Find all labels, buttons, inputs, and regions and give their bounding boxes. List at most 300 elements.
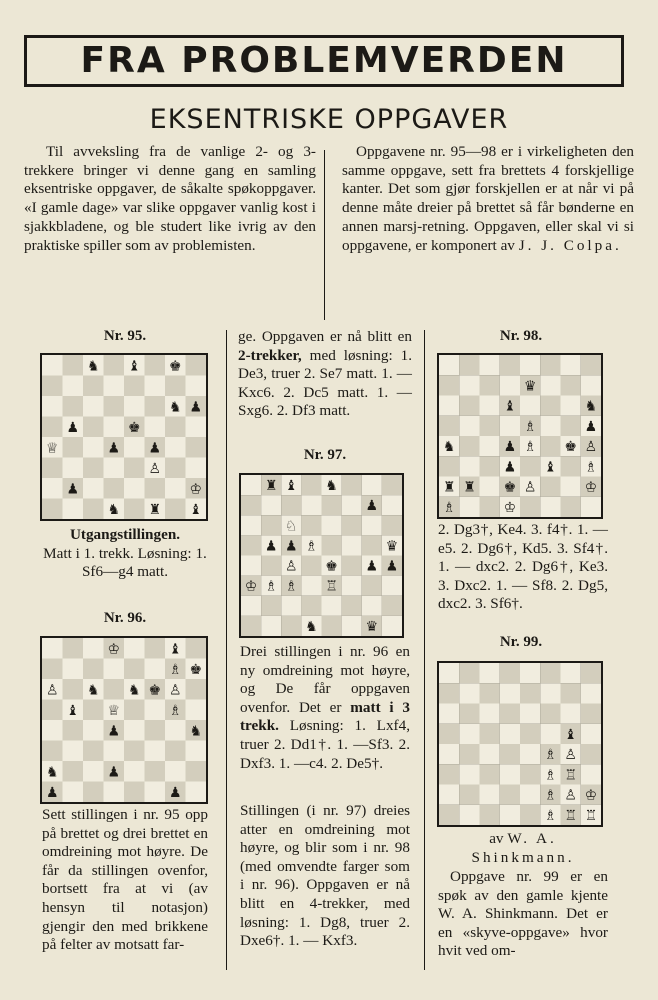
board-square: [124, 638, 145, 659]
board-square: [500, 416, 520, 436]
board-square: [581, 683, 601, 703]
board-square: [261, 495, 281, 515]
white-rook-piece: ♖: [564, 807, 577, 824]
board-square: [301, 475, 321, 495]
board-square: [63, 679, 84, 700]
white-knight-piece: ♘: [285, 518, 298, 535]
board-square: [362, 576, 382, 596]
white-bishop-piece: ♗: [544, 767, 557, 784]
chess-board-96: [40, 636, 208, 804]
problem-98-text: 2. Dg3†, Ke4. 3. f4†. 1. — e5. 2. Dg6†, Kd5. 3. Sf4†. 1. — dxc2. 2. Dg6†, Ke3. 3. Dxc2. 1. — Sf8. 2. Dg5, dxc2. 3. Sf6†.: [438, 521, 608, 613]
chess-board-95: [40, 353, 208, 521]
board-square: [480, 805, 500, 825]
intro-right: [342, 143, 634, 255]
board-square: [104, 478, 125, 499]
board-square: [362, 596, 382, 616]
problem-95-caption: [34, 526, 216, 582]
column-divider-1: [226, 330, 227, 970]
board-square: [480, 497, 500, 517]
board-square: [186, 458, 207, 479]
black-queen-piece: ♛: [523, 378, 537, 395]
board-square: [145, 478, 166, 499]
board-square: [540, 396, 560, 416]
board-square: [500, 785, 520, 805]
board-square: [342, 495, 362, 515]
board-square: [165, 437, 186, 458]
chess-board-svg: [241, 475, 402, 636]
intro-left-text: Til avveksling fra de vanlige 2- og 3-trekkere bringer vi denne gang en samling eksentriske oppgaver, de såkalte spøkoppgaver. «I gamle dage» var slike oppgaver vanlig kost i sjakkbladene, og ble studert like ivrig av den praktiske spiller som av problemisten.: [24, 143, 316, 254]
board-square: [145, 417, 166, 438]
black-king-piece: ♚: [127, 419, 141, 436]
board-square: [581, 764, 601, 784]
board-square: [42, 376, 63, 397]
board-square: [83, 638, 104, 659]
board-square: [322, 616, 342, 636]
board-square: [42, 458, 63, 479]
board-square: [124, 499, 145, 520]
white-bishop-piece: ♗: [544, 807, 557, 824]
board-square: [104, 659, 125, 680]
board-square: [322, 495, 342, 515]
board-square: [145, 782, 166, 803]
board-square: [241, 556, 261, 576]
board-square: [165, 720, 186, 741]
board-square: [186, 761, 207, 782]
chess-board-98: [437, 353, 603, 519]
board-square: [459, 785, 479, 805]
board-square: [342, 475, 362, 495]
board-square: [439, 724, 459, 744]
board-square: [124, 761, 145, 782]
board-square: [83, 782, 104, 803]
black-rook-piece: ♜: [442, 479, 456, 496]
white-pawn-piece: ♙: [148, 460, 162, 477]
black-knight-piece: ♞: [584, 398, 598, 415]
board-square: [520, 724, 540, 744]
board-square: [42, 720, 63, 741]
board-square: [63, 458, 84, 479]
board-square: [382, 596, 402, 616]
problem-95-label: Nr. 95.: [103, 328, 147, 344]
black-bishop-piece: ♝: [544, 459, 557, 476]
white-pawn-piece: ♙: [285, 558, 298, 575]
intro-left: [24, 143, 316, 255]
board-square: [459, 396, 479, 416]
board-square: [124, 741, 145, 762]
intro-right-body: Oppgavene nr. 95—98 er i virkeligheten den samme oppgave, sett fra brettets 4 forskjellige kanter. Det som gjør forskjellen er at når vi på denne måte dreier på brettet så får bønderne en annen marsj-retning. Oppgaven, eller skal vi si oppgavene, er komponert av: [342, 143, 634, 254]
white-pawn-piece: ♙: [45, 682, 59, 699]
problem-97-text: [240, 643, 410, 773]
board-square: [322, 515, 342, 535]
white-king-piece: ♔: [107, 641, 121, 658]
black-pawn-piece: ♟: [107, 440, 121, 457]
board-square: [500, 683, 520, 703]
board-square: [500, 355, 520, 375]
board-square: [362, 535, 382, 555]
board-square: [439, 416, 459, 436]
board-square: [83, 396, 104, 417]
board-square: [342, 596, 362, 616]
board-square: [439, 663, 459, 683]
white-king-piece: ♔: [244, 578, 258, 595]
board-square: [145, 638, 166, 659]
col2-top-b: med løsning: 1. De3, truer 2. Se7 matt. 1. — Kxc6. 2. Dc5 matt. 1. — Sxg6. 2. Df3 matt.: [238, 346, 412, 420]
white-queen-piece: ♕: [107, 702, 121, 719]
masthead-box: [24, 35, 624, 87]
board-square: [42, 417, 63, 438]
board-square: [165, 458, 186, 479]
board-square: [104, 782, 125, 803]
white-rook-piece: ♖: [325, 578, 338, 595]
board-square: [439, 805, 459, 825]
board-square: [104, 396, 125, 417]
board-square: [581, 497, 601, 517]
p99-author-prefix: av: [489, 830, 508, 847]
board-square: [540, 375, 560, 395]
white-bishop-piece: ♗: [168, 661, 182, 678]
intro-divider: [324, 150, 325, 320]
black-king-piece: ♚: [564, 439, 577, 456]
black-king-piece: ♚: [148, 682, 162, 699]
black-pawn-piece: ♟: [45, 784, 59, 801]
board-square: [459, 663, 479, 683]
problem-99-author-line: [438, 830, 608, 867]
white-bishop-piece: ♗: [442, 499, 456, 516]
board-square: [186, 638, 207, 659]
board-square: [186, 741, 207, 762]
board-square: [261, 556, 281, 576]
white-rook-piece: ♖: [584, 807, 598, 824]
board-square: [561, 497, 581, 517]
problem-96-label: Nr. 96.: [103, 610, 147, 626]
problem-99-label: Nr. 99.: [499, 634, 543, 650]
board-square: [459, 497, 479, 517]
board-square: [261, 616, 281, 636]
board-square: [165, 741, 186, 762]
board-square: [63, 720, 84, 741]
problem-98-intro-text: Stillingen (i nr. 97) dreies atter en omdreining mot høyre, og blir som i nr. 98 (med omvendte farger som i nr. 96). Oppgaven er nå blitt en 4-trekker, med løsning: 1. Dg8, truer 2. Dxe6†. 1. — Kxf3.: [240, 802, 410, 950]
black-pawn-piece: ♟: [264, 538, 278, 555]
board-square: [480, 416, 500, 436]
board-square: [301, 576, 321, 596]
white-bishop-piece: ♗: [544, 747, 557, 764]
board-square: [540, 704, 560, 724]
board-square: [42, 396, 63, 417]
board-square: [459, 805, 479, 825]
black-queen-piece: ♛: [385, 538, 399, 555]
black-pawn-piece: ♟: [66, 481, 80, 498]
chess-board-97: [239, 473, 404, 638]
board-square: [322, 535, 342, 555]
board-square: [342, 515, 362, 535]
board-square: [186, 437, 207, 458]
board-square: [42, 741, 63, 762]
board-square: [520, 497, 540, 517]
board-square: [83, 659, 104, 680]
p97-bold: matt i 3 trekk.: [240, 698, 410, 735]
board-square: [145, 396, 166, 417]
board-square: [480, 436, 500, 456]
black-pawn-piece: ♟: [107, 723, 121, 740]
board-square: [186, 355, 207, 376]
board-square: [42, 638, 63, 659]
black-pawn-piece: ♟: [584, 418, 598, 435]
board-square: [459, 724, 479, 744]
board-square: [42, 499, 63, 520]
intro-right-text: [342, 143, 634, 255]
board-square: [520, 683, 540, 703]
board-square: [145, 376, 166, 397]
board-square: [42, 700, 63, 721]
board-square: [63, 741, 84, 762]
p97-b: Løsning: 1. Lxf4, truer 2. Dd1†. 1. —Sf3. 2. Dxf3. 1. —c4. 2. De5†.: [240, 717, 410, 772]
col2-top-a: ge. Oppgaven er nå blitt en: [238, 328, 412, 345]
white-pawn-piece: ♙: [168, 682, 182, 699]
board-square: [520, 663, 540, 683]
board-square: [301, 495, 321, 515]
black-bishop-piece: ♝: [285, 478, 298, 495]
board-square: [561, 683, 581, 703]
problem-96-text: Sett stillingen i nr. 95 opp på brettet og drei brettet en omdreining mot høyre. De får da stillingen ovenfor, bortsett fra at vi (av hensyn til notasjon) gjengir den med brikkene på felter av motsatt far-: [42, 806, 208, 954]
white-bishop-piece: ♗: [523, 418, 537, 435]
page-title: FRA PROBLEMVERDEN: [80, 40, 568, 81]
black-pawn-piece: ♟: [503, 439, 517, 456]
white-queen-piece: ♕: [45, 440, 59, 457]
board-square: [83, 761, 104, 782]
black-bishop-piece: ♝: [503, 398, 517, 415]
white-bishop-piece: ♗: [584, 459, 598, 476]
board-square: [42, 478, 63, 499]
board-square: [561, 477, 581, 497]
board-square: [520, 805, 540, 825]
column-divider-2: [424, 330, 425, 970]
board-square: [104, 741, 125, 762]
board-square: [480, 396, 500, 416]
black-pawn-piece: ♟: [503, 459, 517, 476]
board-square: [459, 375, 479, 395]
board-square: [83, 417, 104, 438]
board-square: [480, 355, 500, 375]
board-square: [63, 659, 84, 680]
black-pawn-piece: ♟: [107, 764, 121, 781]
board-square: [581, 375, 601, 395]
board-square: [520, 396, 540, 416]
board-square: [124, 437, 145, 458]
chess-board-svg: [42, 638, 206, 802]
board-square: [124, 720, 145, 741]
black-pawn-piece: ♟: [168, 784, 182, 801]
board-square: [500, 744, 520, 764]
board-square: [561, 663, 581, 683]
board-square: [459, 683, 479, 703]
black-king-piece: ♚: [503, 479, 517, 496]
board-square: [83, 437, 104, 458]
board-square: [480, 456, 500, 476]
black-pawn-piece: ♟: [189, 399, 203, 416]
board-square: [186, 782, 207, 803]
problem-97-label: Nr. 97.: [303, 447, 347, 463]
board-square: [459, 436, 479, 456]
board-square: [145, 700, 166, 721]
board-square: [261, 596, 281, 616]
black-pawn-piece: ♟: [365, 498, 379, 515]
board-square: [500, 704, 520, 724]
board-square: [480, 724, 500, 744]
board-square: [500, 663, 520, 683]
board-square: [382, 576, 402, 596]
board-square: [382, 495, 402, 515]
white-bishop-piece: ♗: [523, 439, 537, 456]
board-square: [83, 458, 104, 479]
board-square: [500, 724, 520, 744]
board-square: [480, 477, 500, 497]
board-square: [165, 478, 186, 499]
board-square: [382, 616, 402, 636]
board-square: [382, 515, 402, 535]
board-square: [540, 724, 560, 744]
problem-98-label: Nr. 98.: [499, 328, 543, 344]
board-square: [520, 355, 540, 375]
board-square: [439, 744, 459, 764]
black-king-piece: ♚: [325, 558, 338, 575]
black-pawn-piece: ♟: [148, 440, 162, 457]
board-square: [145, 741, 166, 762]
board-square: [459, 764, 479, 784]
board-square: [581, 744, 601, 764]
board-square: [104, 679, 125, 700]
board-square: [362, 515, 382, 535]
board-square: [342, 616, 362, 636]
black-knight-piece: ♞: [305, 618, 318, 635]
board-square: [561, 355, 581, 375]
board-square: [520, 704, 540, 724]
board-square: [83, 478, 104, 499]
p99-author: W. A. Shinkmann.: [471, 830, 575, 866]
board-square: [165, 376, 186, 397]
board-square: [439, 764, 459, 784]
board-square: [241, 616, 261, 636]
black-bishop-piece: ♝: [189, 501, 203, 518]
black-rook-piece: ♜: [148, 501, 162, 518]
board-square: [63, 761, 84, 782]
black-pawn-piece: ♟: [365, 558, 379, 575]
white-bishop-piece: ♗: [285, 578, 298, 595]
board-square: [322, 596, 342, 616]
board-square: [480, 375, 500, 395]
board-square: [83, 499, 104, 520]
board-square: [104, 376, 125, 397]
board-square: [301, 515, 321, 535]
board-square: [104, 458, 125, 479]
board-square: [241, 515, 261, 535]
white-pawn-piece: ♙: [584, 439, 598, 456]
board-square: [459, 456, 479, 476]
white-bishop-piece: ♗: [544, 787, 557, 804]
chess-board-99: [437, 661, 603, 827]
black-knight-piece: ♞: [86, 358, 100, 375]
board-square: [439, 355, 459, 375]
white-rook-piece: ♖: [564, 767, 577, 784]
board-square: [165, 499, 186, 520]
board-square: [561, 416, 581, 436]
black-queen-piece: ♛: [365, 618, 379, 635]
board-square: [480, 764, 500, 784]
board-square: [63, 782, 84, 803]
board-square: [342, 556, 362, 576]
board-square: [83, 700, 104, 721]
black-knight-piece: ♞: [189, 723, 203, 740]
board-square: [124, 478, 145, 499]
board-square: [480, 663, 500, 683]
p97-a: Drei stillingen i nr. 96 en ny omdreining mot høyre, og De får oppgaven ovenfor. Det er: [240, 643, 410, 716]
board-square: [520, 785, 540, 805]
black-knight-piece: ♞: [168, 399, 182, 416]
board-square: [104, 355, 125, 376]
board-square: [581, 704, 601, 724]
board-square: [124, 659, 145, 680]
board-square: [382, 475, 402, 495]
white-king-piece: ♔: [503, 499, 517, 516]
board-square: [439, 785, 459, 805]
black-knight-piece: ♞: [127, 682, 141, 699]
board-square: [581, 355, 601, 375]
board-square: [342, 535, 362, 555]
board-square: [63, 437, 84, 458]
board-square: [186, 679, 207, 700]
board-square: [459, 355, 479, 375]
board-square: [104, 417, 125, 438]
board-square: [124, 396, 145, 417]
board-square: [561, 704, 581, 724]
board-square: [581, 663, 601, 683]
board-square: [301, 556, 321, 576]
board-square: [83, 741, 104, 762]
white-bishop-piece: ♗: [305, 538, 318, 555]
board-square: [124, 458, 145, 479]
board-square: [83, 376, 104, 397]
board-square: [63, 499, 84, 520]
board-square: [439, 704, 459, 724]
board-square: [261, 515, 281, 535]
board-square: [241, 596, 261, 616]
board-square: [63, 355, 84, 376]
board-square: [42, 355, 63, 376]
black-bishop-piece: ♝: [168, 641, 182, 658]
problem-95-caption-title: Utgangstillingen.: [69, 526, 181, 543]
board-square: [581, 724, 601, 744]
board-square: [241, 535, 261, 555]
board-square: [500, 805, 520, 825]
black-bishop-piece: ♝: [564, 726, 577, 743]
board-square: [83, 720, 104, 741]
black-knight-piece: ♞: [107, 501, 121, 518]
board-square: [459, 416, 479, 436]
board-square: [186, 417, 207, 438]
board-square: [362, 475, 382, 495]
board-square: [145, 720, 166, 741]
board-square: [281, 495, 301, 515]
chess-board-svg: [439, 663, 601, 825]
black-king-piece: ♚: [189, 661, 203, 678]
board-square: [520, 744, 540, 764]
board-square: [459, 704, 479, 724]
board-square: [439, 396, 459, 416]
board-square: [241, 495, 261, 515]
board-square: [540, 497, 560, 517]
board-square: [281, 616, 301, 636]
board-square: [500, 764, 520, 784]
white-pawn-piece: ♙: [523, 479, 537, 496]
